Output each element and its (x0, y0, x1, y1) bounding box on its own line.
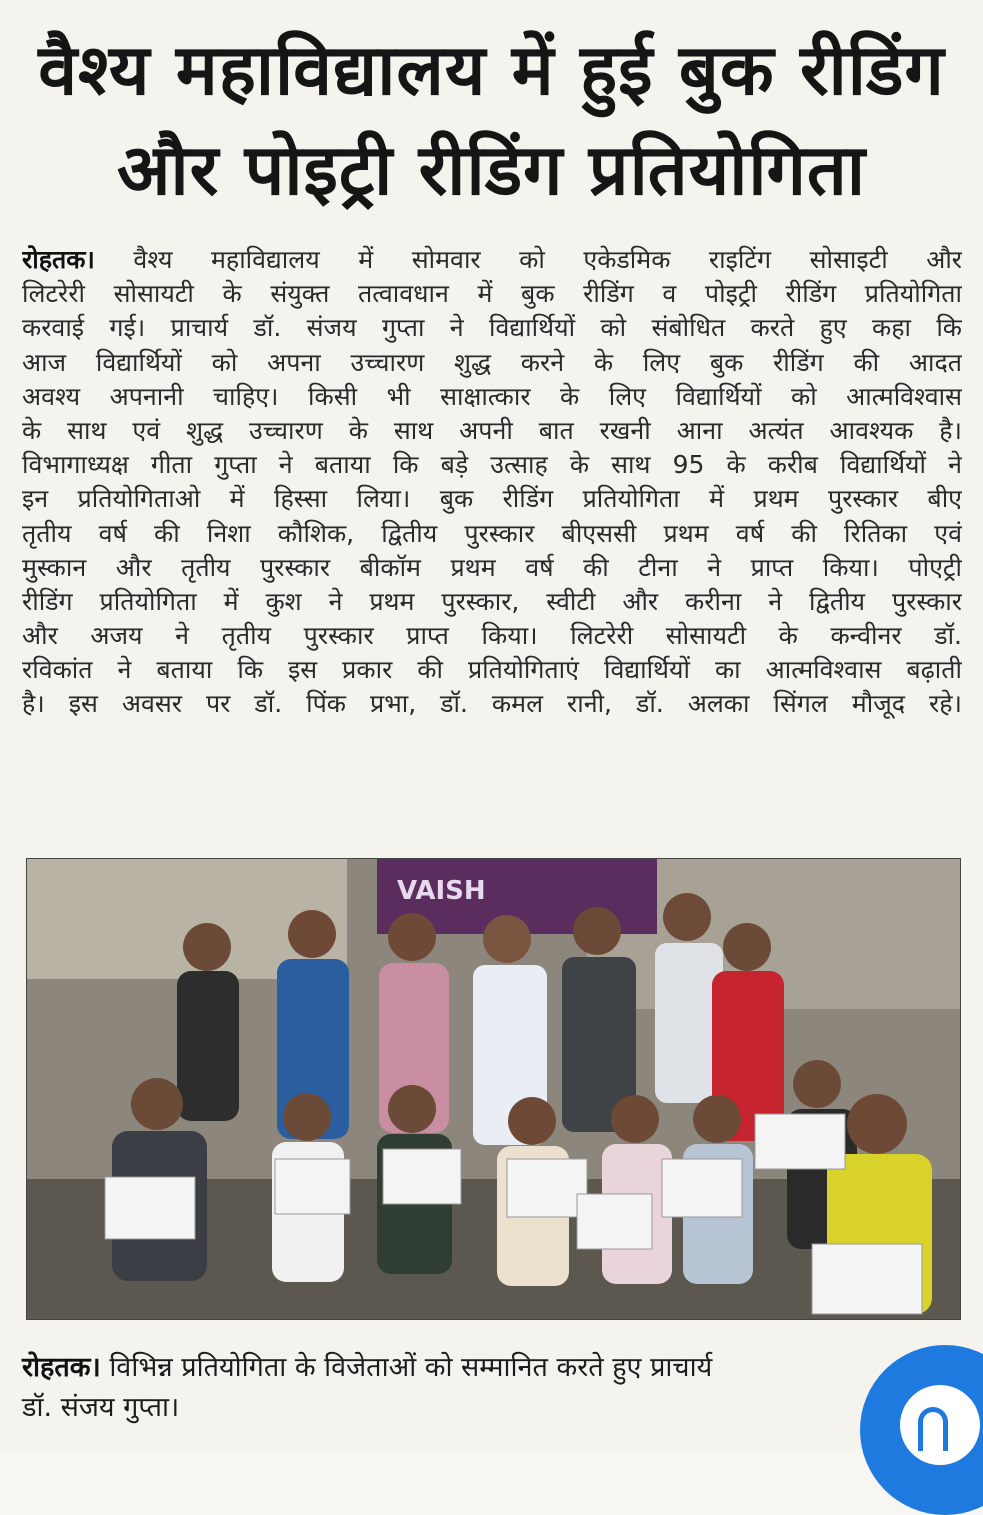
article-first-line-text: वैश्य महाविद्यालय में सोमवार को एकेडमिक राइटिंग सोसाइटी और (94, 245, 962, 274)
article-line: रीडिंग प्रतियोगिता में कुश ने प्रथम पुरस्कार, स्वीटी और करीना ने द्वितीय पुरस्कार (22, 586, 962, 616)
article-line: अवश्य अपनानी चाहिए। किसी भी साक्षात्कार के लिए विद्यार्थियों को आत्मविश्वास (22, 381, 962, 411)
group-photo (26, 858, 961, 1320)
lens-button[interactable] (860, 1345, 983, 1515)
lens-icon (900, 1385, 980, 1465)
article-line: इन प्रतियोगिताओ में हिस्सा लिया। बुक रीडिंग प्रतियोगिता में प्रथम पुरस्कार बीए (22, 484, 962, 514)
banner-text: VAISH (397, 876, 486, 906)
article-line: लिटरेरी सोसायटी के संयुक्त तत्वावधान में बुक रीडिंग व पोइट्री रीडिंग प्रतियोगिता (22, 279, 962, 309)
group-photo-illustration (27, 859, 960, 1319)
article-line: है। इस अवसर पर डॉ. पिंक प्रभा, डॉ. कमल रानी, डॉ. अलका सिंगल मौजूद रहे। (22, 689, 962, 719)
photo-caption (22, 1348, 862, 1428)
article-line: मुस्कान और तृतीय पुरस्कार बीकॉम प्रथम वर्ष की टीना ने प्राप्त किया। पोएट्री (22, 552, 962, 582)
article-line: विभागाध्यक्ष गीता गुप्ता ने बताया कि बड़े उत्साह के साथ 95 के करीब विद्यार्थियों ने (22, 450, 962, 480)
article-line (22, 243, 962, 277)
headline-line-1: वैश्य महाविद्यालय में हुई बुक रीडिंग (38, 29, 945, 111)
article-line: तृतीय वर्ष की निशा कौशिक, द्वितीय पुरस्कार बीएससी प्रथम वर्ष की रितिका एवं (22, 518, 962, 548)
dateline: रोहतक। (22, 245, 95, 274)
article-line: करवाई गई। प्राचार्य डॉ. संजय गुप्ता ने विद्यार्थियों को संबोधित करते हुए कहा कि (22, 313, 962, 343)
headline-line-2: और पोइट्री रीडिंग प्रतियोगिता (117, 129, 866, 211)
caption-line-1 (22, 1348, 862, 1388)
lens-glyph (918, 1407, 948, 1451)
caption-line-1-text: विभिन्न प्रतियोगिता के विजेताओं को सम्मानित करते हुए प्राचार्य (100, 1352, 713, 1383)
article-line: के साथ एवं शुद्ध उच्चारण के साथ अपनी बात रखनी आना अत्यंत आवश्यक है। (22, 415, 962, 445)
caption-dateline: रोहतक। (22, 1352, 101, 1383)
headline (0, 20, 983, 220)
article-body (22, 243, 962, 722)
caption-line-2: डॉ. संजय गुप्ता। (22, 1392, 180, 1423)
article-line: आज विद्यार्थियों को अपना उच्चारण शुद्ध करने के लिए बुक रीडिंग की आदत (22, 347, 962, 377)
article-line: और अजय ने तृतीय पुरस्कार प्राप्त किया। लिटरेरी सोसायटी के कन्वीनर डॉ. (22, 621, 962, 651)
article-line: रविकांत ने बताया कि इस प्रकार की प्रतियोगिताएं विद्यार्थियों का आत्मविश्वास बढ़ाती (22, 655, 962, 685)
